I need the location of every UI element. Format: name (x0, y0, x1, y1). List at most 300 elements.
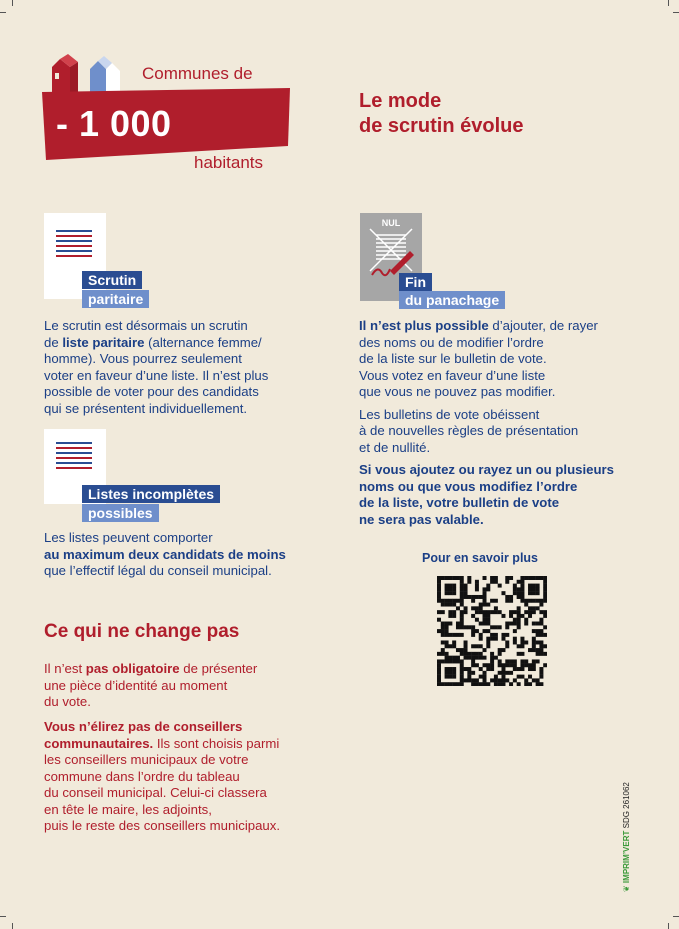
qr-module (494, 637, 498, 641)
qr-module (498, 625, 502, 629)
qr-module (532, 637, 536, 641)
qr-module (520, 614, 524, 618)
qr-module (490, 580, 494, 584)
qr-module (452, 644, 456, 648)
qr-module (456, 625, 460, 629)
qr-module (543, 610, 547, 614)
qr-module (486, 614, 490, 618)
qr-module (539, 633, 543, 637)
qr-module (532, 576, 536, 580)
qr-module (452, 675, 456, 679)
qr-module (543, 576, 547, 580)
qr-module (475, 606, 479, 610)
qr-module (448, 603, 452, 607)
qr-module (543, 595, 547, 599)
qr-module (456, 576, 460, 580)
qr-module (464, 644, 468, 648)
crop-mark (673, 12, 679, 13)
qr-module (532, 663, 536, 667)
paragraph-line: les conseillers municipaux de votre (44, 752, 249, 767)
qr-module (490, 656, 494, 660)
page-title (359, 89, 619, 139)
crop-mark (0, 916, 6, 917)
paritaire-text (44, 318, 324, 417)
qr-module (517, 591, 521, 595)
qr-module (513, 610, 517, 614)
qr-module (532, 584, 536, 588)
qr-module (532, 644, 536, 648)
qr-module (524, 599, 528, 603)
population-number: - 1 000 (56, 103, 172, 144)
qr-module (479, 633, 483, 637)
qr-module (517, 652, 521, 656)
qr-module (445, 599, 449, 603)
qr-module (437, 682, 441, 686)
qr-module (479, 644, 483, 648)
qr-module (448, 614, 452, 618)
qr-module (539, 652, 543, 656)
qr-module (528, 648, 532, 652)
tag-listes-incompletes: Listes incomplètes (82, 485, 220, 503)
qr-module (528, 610, 532, 614)
qr-module (520, 667, 524, 671)
crop-mark (668, 0, 669, 6)
houses-icon (50, 53, 132, 93)
qr-module (448, 576, 452, 580)
qr-module (532, 606, 536, 610)
section-title-unchanged: Ce qui ne change pas (44, 621, 240, 642)
qr-module (539, 648, 543, 652)
qr-module (486, 667, 490, 671)
qr-module (528, 599, 532, 603)
qr-module (448, 667, 452, 671)
qr-module (505, 580, 509, 584)
qr-module (471, 678, 475, 682)
qr-module (494, 599, 498, 603)
qr-module (528, 591, 532, 595)
qr-module (467, 595, 471, 599)
qr-module (460, 584, 464, 588)
qr-module (498, 584, 502, 588)
qr-module (517, 587, 521, 591)
qr-module (437, 675, 441, 679)
qr-module (517, 625, 521, 629)
qr-module (475, 629, 479, 633)
qr-module (517, 580, 521, 584)
qr-module (536, 584, 540, 588)
qr-module (509, 622, 513, 626)
qr-module (532, 610, 536, 614)
qr-module (524, 682, 528, 686)
ballot-lines-icon (56, 230, 92, 260)
qr-module (524, 663, 528, 667)
qr-module (494, 678, 498, 682)
qr-module (536, 622, 540, 626)
qr-module (498, 659, 502, 663)
qr-module (483, 671, 487, 675)
qr-module (448, 591, 452, 595)
qr-module (464, 652, 468, 656)
qr-module (464, 610, 468, 614)
qr-module (445, 667, 449, 671)
qr-module (437, 595, 441, 599)
qr-module (536, 599, 540, 603)
paragraph-line: noms ou que vous modifiez l’ordre (359, 478, 578, 494)
qr-module (501, 633, 505, 637)
unchanged-text-2 (44, 719, 344, 835)
qr-module (441, 599, 445, 603)
paragraph-line: Si vous ajoutez ou rayez un ou plusieurs (359, 462, 615, 477)
qr-module (471, 599, 475, 603)
qr-module (501, 682, 505, 686)
paragraph-line: de liste paritaire (alternance femme/ (44, 334, 262, 350)
qr-module (528, 576, 532, 580)
qr-module (475, 652, 479, 656)
qr-module (437, 659, 441, 663)
tag-fin: Fin (399, 273, 432, 291)
qr-module (445, 652, 449, 656)
qr-module (452, 599, 456, 603)
qr-module (513, 663, 517, 667)
qr-module (479, 656, 483, 660)
qr-module (483, 675, 487, 679)
qr-code[interactable] (437, 576, 547, 686)
qr-module (445, 591, 449, 595)
qr-module (505, 599, 509, 603)
qr-module (441, 629, 445, 633)
qr-module (513, 678, 517, 682)
qr-module (509, 614, 513, 618)
qr-module (494, 576, 498, 580)
qr-module (445, 671, 449, 675)
qr-module (448, 610, 452, 614)
page-title-line: de scrutin évolue (359, 115, 524, 137)
qr-module (532, 667, 536, 671)
qr-module (539, 610, 543, 614)
qr-module (536, 576, 540, 580)
qr-module (452, 656, 456, 660)
qr-module (517, 606, 521, 610)
qr-module (494, 633, 498, 637)
qr-module (483, 678, 487, 682)
qr-module (460, 675, 464, 679)
qr-module (483, 629, 487, 633)
qr-module (441, 682, 445, 686)
qr-module (498, 678, 502, 682)
qr-module (471, 652, 475, 656)
page-title-line: Le mode (359, 90, 442, 112)
qr-module (483, 595, 487, 599)
qr-module (467, 656, 471, 660)
qr-module (441, 576, 445, 580)
qr-module (505, 640, 509, 644)
qr-module (437, 599, 441, 603)
qr-module (524, 659, 528, 663)
qr-module (536, 648, 540, 652)
qr-module (517, 675, 521, 679)
qr-module (513, 659, 517, 663)
qr-module (479, 637, 483, 641)
qr-module (479, 622, 483, 626)
crop-mark (673, 916, 679, 917)
qr-module (528, 606, 532, 610)
qr-module (460, 663, 464, 667)
qr-module (475, 678, 479, 682)
qr-module (483, 622, 487, 626)
paragraph-line: de la liste, votre bulletin de vote (359, 495, 560, 510)
qr-module (445, 625, 449, 629)
qr-module (490, 637, 494, 641)
qr-module (441, 659, 445, 663)
qr-module (543, 584, 547, 588)
qr-module (486, 587, 490, 591)
qr-module (501, 591, 505, 595)
qr-module (536, 678, 540, 682)
qr-module (524, 678, 528, 682)
qr-module (445, 603, 449, 607)
qr-module (539, 622, 543, 626)
qr-module (483, 656, 487, 660)
qr-module (501, 675, 505, 679)
qr-module (505, 659, 509, 663)
qr-module (464, 587, 468, 591)
qr-module (483, 663, 487, 667)
qr-module (539, 682, 543, 686)
paragraph-line: du vote. (44, 694, 91, 709)
crop-mark (0, 12, 6, 13)
qr-module (448, 644, 452, 648)
qr-module (483, 682, 487, 686)
qr-module (471, 633, 475, 637)
paragraph-line: une pièce d’identité au moment (44, 677, 228, 693)
qr-module (517, 614, 521, 618)
qr-module (539, 599, 543, 603)
qr-module (490, 667, 494, 671)
communes-label: Communes de (142, 64, 253, 83)
qr-module (445, 675, 449, 679)
qr-module (543, 644, 547, 648)
qr-module (475, 610, 479, 614)
qr-module (456, 656, 460, 660)
qr-module (490, 663, 494, 667)
qr-module (539, 629, 543, 633)
qr-module (498, 671, 502, 675)
qr-module (471, 656, 475, 660)
qr-module (505, 625, 509, 629)
qr-module (437, 610, 441, 614)
qr-module (464, 625, 468, 629)
qr-module (471, 629, 475, 633)
paragraph-line: que vous ne pouvez pas modifier. (359, 384, 556, 399)
paragraph-line: Le scrutin est désormais un scrutin (44, 318, 248, 333)
qr-module (437, 576, 441, 580)
qr-module (528, 667, 532, 671)
qr-module (460, 595, 464, 599)
qr-module (528, 587, 532, 591)
qr-module (464, 667, 468, 671)
qr-module (528, 614, 532, 618)
qr-module (509, 599, 513, 603)
qr-module (479, 682, 483, 686)
qr-module (494, 606, 498, 610)
qr-module (452, 659, 456, 663)
qr-module (539, 576, 543, 580)
paragraph-line: et de nullité. (359, 439, 431, 455)
qr-module (479, 603, 483, 607)
qr-module (437, 618, 441, 622)
qr-module (532, 599, 536, 603)
qr-module (486, 663, 490, 667)
unchanged-text-1 (44, 661, 334, 711)
qr-module (467, 675, 471, 679)
qr-module (517, 610, 521, 614)
qr-module (513, 618, 517, 622)
qr-module (460, 667, 464, 671)
qr-module (501, 637, 505, 641)
qr-module (490, 678, 494, 682)
qr-module (536, 652, 540, 656)
qr-module (498, 648, 502, 652)
paragraph-line: en tête le maire, les adjoints, (44, 801, 212, 817)
qr-module (437, 671, 441, 675)
paragraph-line: voter en faveur d’une liste. Il n’est plus (44, 367, 269, 383)
qr-module (437, 629, 441, 633)
qr-module (505, 678, 509, 682)
qr-module (445, 644, 449, 648)
qr-module (441, 603, 445, 607)
qr-module (520, 576, 524, 580)
qr-module (483, 576, 487, 580)
qr-module (452, 576, 456, 580)
qr-module (445, 576, 449, 580)
qr-module (467, 580, 471, 584)
qr-module (520, 595, 524, 599)
paragraph-line: Il n’est plus possible d’ajouter, de rayer (359, 318, 598, 333)
qr-module (513, 640, 517, 644)
qr-module (437, 580, 441, 584)
qr-module (513, 667, 517, 671)
qr-module (475, 587, 479, 591)
qr-module (475, 656, 479, 660)
qr-module (448, 587, 452, 591)
qr-module (505, 633, 509, 637)
qr-module (505, 644, 509, 648)
imprint (622, 782, 644, 892)
qr-module (464, 640, 468, 644)
tag-panachage: du panachage (399, 291, 505, 309)
qr-module (524, 576, 528, 580)
tag-possibles: possibles (82, 504, 159, 522)
qr-module (460, 652, 464, 656)
qr-module (452, 614, 456, 618)
paragraph-line: du conseil municipal. Celui-ci classera (44, 785, 267, 800)
qr-module (445, 584, 449, 588)
qr-module (448, 675, 452, 679)
qr-module (448, 599, 452, 603)
qr-module (501, 671, 505, 675)
paragraph-line: Les listes peuvent comporter (44, 530, 213, 545)
crop-mark (668, 923, 669, 929)
qr-module (520, 599, 524, 603)
learn-more-label: Pour en savoir plus (422, 551, 539, 565)
qr-module (520, 652, 524, 656)
qr-module (441, 633, 445, 637)
qr-module (467, 652, 471, 656)
qr-module (517, 622, 521, 626)
qr-module (448, 656, 452, 660)
qr-module (520, 580, 524, 584)
paragraph-line: ne sera pas valable. (359, 511, 484, 527)
qr-module (490, 599, 494, 603)
qr-module (456, 622, 460, 626)
qr-module (490, 610, 494, 614)
qr-module (509, 682, 513, 686)
nul-label: NUL (381, 218, 401, 228)
qr-module (483, 587, 487, 591)
qr-module (475, 644, 479, 648)
qr-module (445, 640, 449, 644)
qr-module (486, 584, 490, 588)
qr-module (475, 580, 479, 584)
qr-module (494, 580, 498, 584)
qr-module (490, 659, 494, 663)
qr-module (490, 576, 494, 580)
qr-module (452, 610, 456, 614)
qr-module (543, 614, 547, 618)
qr-module (445, 587, 449, 591)
qr-module (456, 648, 460, 652)
qr-module (498, 682, 502, 686)
qr-module (471, 614, 475, 618)
qr-module (460, 580, 464, 584)
qr-module (501, 614, 505, 618)
qr-module (532, 587, 536, 591)
qr-module (437, 678, 441, 682)
qr-module (456, 606, 460, 610)
qr-module (520, 587, 524, 591)
qr-module (471, 659, 475, 663)
qr-module (479, 610, 483, 614)
qr-module (543, 633, 547, 637)
paragraph-line: au maximum deux candidats de moins (44, 546, 286, 562)
paragraph-line: des noms ou de modifier l’ordre (359, 334, 544, 350)
qr-module (464, 606, 468, 610)
qr-module (520, 663, 524, 667)
qr-module (486, 644, 490, 648)
paragraph-line: puis le reste des conseillers municipaux. (44, 818, 281, 833)
qr-module (520, 637, 524, 641)
qr-module (448, 622, 452, 626)
qr-module (467, 576, 471, 580)
qr-module (486, 637, 490, 641)
qr-module (494, 625, 498, 629)
qr-module (456, 599, 460, 603)
qr-module (475, 584, 479, 588)
qr-module (501, 663, 505, 667)
qr-module (452, 587, 456, 591)
qr-module (532, 678, 536, 682)
qr-module (483, 591, 487, 595)
qr-module (441, 625, 445, 629)
qr-module (528, 584, 532, 588)
qr-module (536, 682, 540, 686)
qr-module (524, 622, 528, 626)
qr-module (460, 633, 464, 637)
qr-module (483, 648, 487, 652)
qr-module (524, 610, 528, 614)
qr-module (536, 640, 540, 644)
qr-module (464, 584, 468, 588)
